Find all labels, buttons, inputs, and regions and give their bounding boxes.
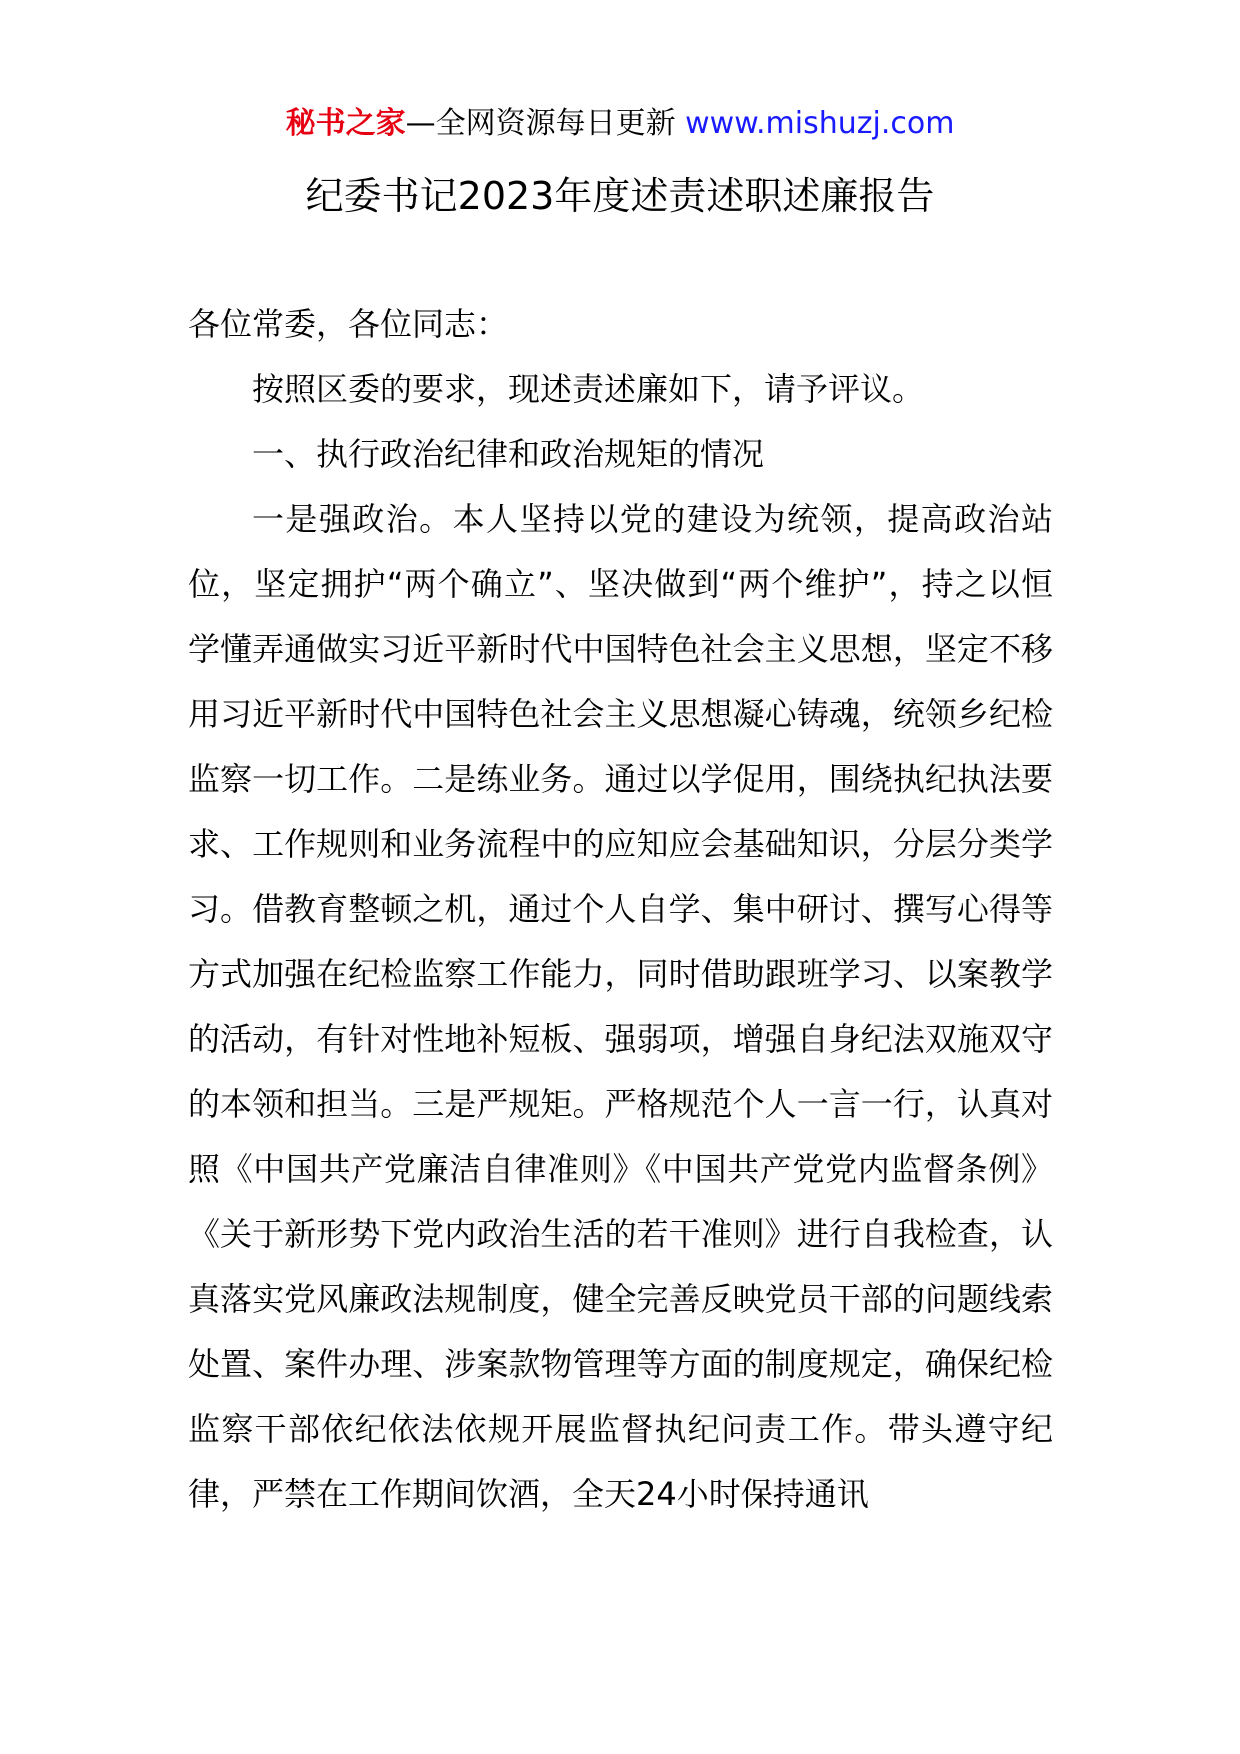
site-header — [0, 102, 1240, 146]
section-heading: 一、执行政治纪律和政治规矩的情况 — [252, 435, 765, 473]
salutation: 各位常委，各位同志： — [188, 305, 509, 343]
site-tagline: —全网资源每日更新 — [405, 106, 686, 141]
document-title: 纪委书记2023年度述责述职述廉报告 — [305, 174, 935, 218]
site-url-link[interactable]: www.mishuzj.com — [685, 106, 955, 141]
body-paragraph: 一是强政治。本人坚持以党的建设为统领，提高政治站位，坚定拥护“两个确立”、坚决做到“两个维护”，持之以恒学懂弄通做实习近平新时代中国特色社会主义思想，坚定不移用习近平新时代中国特色社会主义思想凝心铸魂，统领乡纪检监察一切工作。二是练业务。通过以学促用，围绕执纪执法要求、工作规则和业务流程中的应知应会基础知识，分层分类学习。借教育整顿之机，通过个人自学、集中研讨、撰写心得等方式加强在纪检监察工作能力，同时借助跟班学习、以案教学的活动，有针对性地补短板、强弱项，增强自身纪法双施双守的本领和担当。三是严规矩。严格规范个人一言一行，认真对照《中国共产党廉洁自律准则》《中国共产党党内监督条例》《关于新形势下党内政治生活的若干准则》进行自我检查，认真落实党风廉政法规制度，健全完善反映党员干部的问题线索处置、案件办理、涉案款物管理等方面的制度规定，确保纪检监察干部依纪依法依规开展监督执纪问责工作。带头遵守纪律，严禁在工作期间饮酒，全天24小时保持通讯 — [188, 500, 1053, 1513]
site-brand: 秘书之家 — [285, 106, 406, 141]
intro-paragraph: 按照区委的要求，现述责述廉如下，请予评议。 — [252, 370, 925, 408]
document-body — [188, 292, 1053, 1527]
